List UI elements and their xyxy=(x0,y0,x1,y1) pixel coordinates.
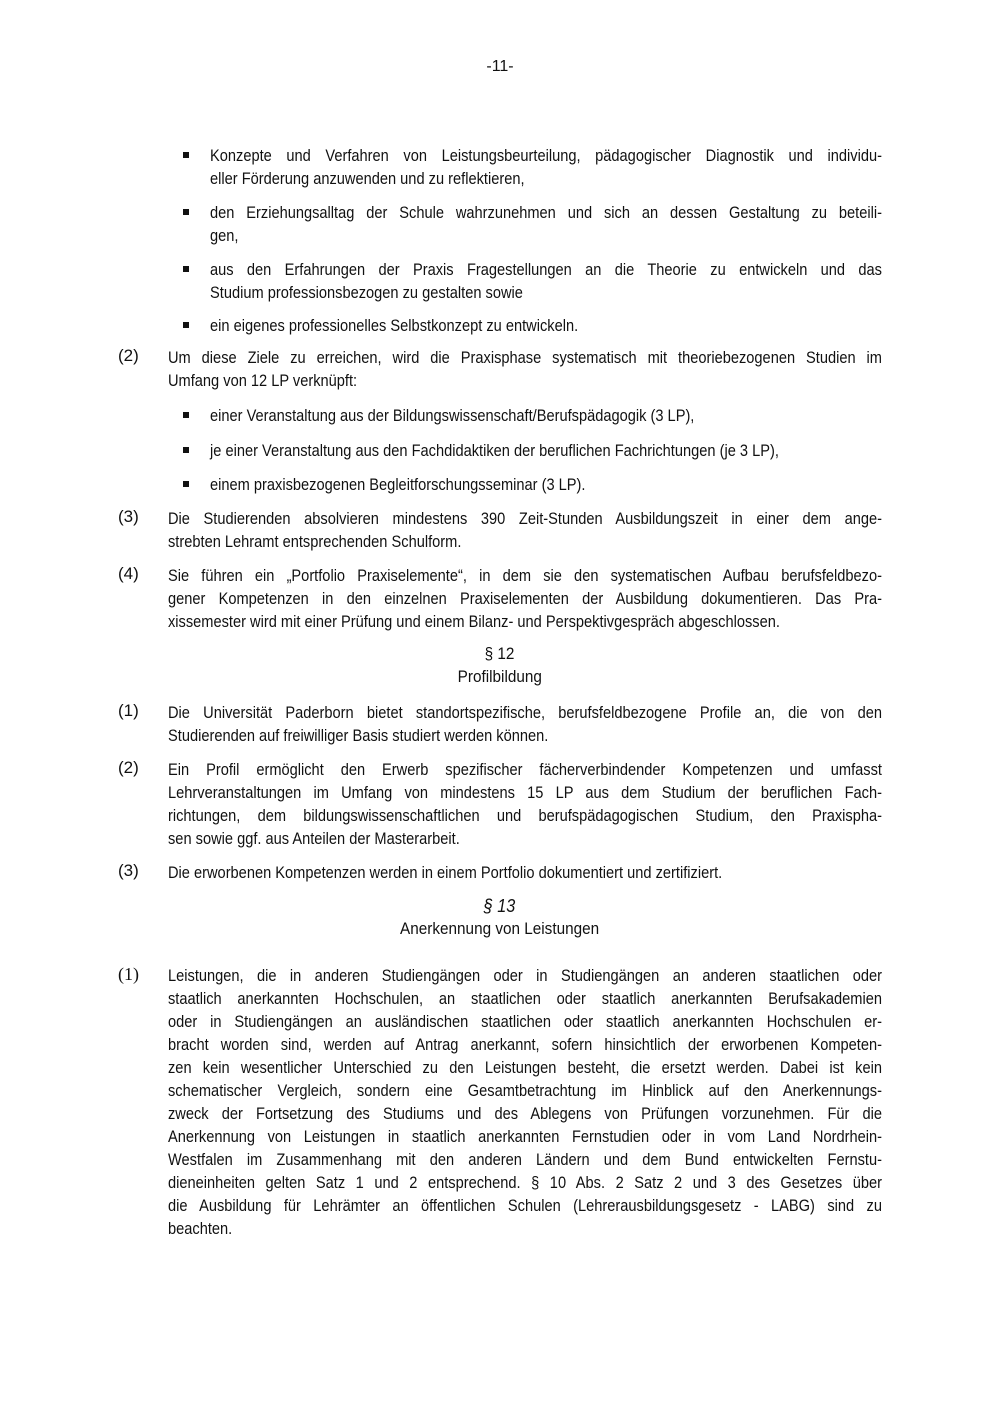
bullet-item xyxy=(210,473,991,496)
paragraph xyxy=(118,701,998,747)
paragraph-number: (1) xyxy=(118,964,139,984)
bullet-icon xyxy=(183,322,189,328)
text-line: beachten. xyxy=(168,1219,233,1238)
text-line: Leistungen, die in anderen Studiengängen oder in Studiengängen an anderen staatlichen oder xyxy=(168,966,882,985)
text-line: den Erziehungsalltag der Schule wahrzunehmen und sich an dessen Gestaltung zu beteili- xyxy=(210,203,882,222)
bullet-icon xyxy=(183,481,189,487)
heading-text: § 13 xyxy=(484,896,516,916)
section-title xyxy=(0,919,1000,939)
bullet-icon xyxy=(183,447,189,453)
text-line: die Ausbildung für Lehrämter an öffentlichen Schulen (Lehrerausbildungsgesetz - LABG) sind zu xyxy=(168,1196,882,1215)
bullet-item xyxy=(210,404,991,427)
page-number: -11- xyxy=(486,58,514,75)
text-line: schematischer Vergleich, sondern eine Gesamtbetrachtung im Hinblick auf den Anerkennungs- xyxy=(168,1081,882,1100)
text-line: zen kein wesentlicher Unterschied zu den Leistungen besteht, die ersetzt werden. Dabei ist kein xyxy=(168,1058,882,1077)
bullet-item xyxy=(210,258,991,304)
paragraph-number: (3) xyxy=(118,507,139,526)
text-line: Die erworbenen Kompetenzen werden in einem Portfolio dokumentiert und zertifiziert. xyxy=(168,863,723,882)
paragraph xyxy=(118,861,998,884)
text-line: ein eigenes professionelles Selbstkonzept zu entwickeln. xyxy=(210,316,579,335)
paragraph xyxy=(118,507,998,553)
paragraph-number: (2) xyxy=(118,346,139,365)
text-line: einem praxisbezogenen Begleitforschungsseminar (3 LP). xyxy=(210,475,586,494)
bullet-icon xyxy=(183,412,189,418)
bullet-icon xyxy=(183,266,189,272)
text-line: Studierenden auf freiwilliger Basis studiert werden können. xyxy=(168,726,549,745)
text-line: xissemester wird mit einer Prüfung und einem Bilanz- und Perspektivgespräch abgeschlossen. xyxy=(168,612,780,631)
text-line: strebten Lehramt entsprechenden Schulform. xyxy=(168,532,462,551)
text-line: gen, xyxy=(210,226,239,245)
text-line: Westfalen im Zusammenhang mit den anderen Ländern und dem Bund entwickelten Fernstu- xyxy=(168,1150,882,1169)
paragraph-number: (3) xyxy=(118,861,139,880)
paragraph xyxy=(118,564,998,633)
bullet-item xyxy=(210,314,991,337)
text-line: Ein Profil ermöglicht den Erwerb spezifischer fächerverbindender Kompetenzen und umfasst xyxy=(168,760,882,779)
section-number xyxy=(0,644,1000,664)
heading-text: Profilbildung xyxy=(457,667,543,686)
bullet-item xyxy=(210,201,991,247)
text-line: Sie führen ein „Portfolio Praxiselemente“, in dem sie den systematischen Aufbau berufsfeldbezo- xyxy=(168,566,882,585)
section-number xyxy=(0,896,1000,917)
text-line: sen sowie ggf. aus Anteilen der Masterarbeit. xyxy=(168,829,460,848)
text-line: einer Veranstaltung aus der Bildungswissenschaft/Berufspädagogik (3 LP), xyxy=(210,406,695,425)
paragraph-number: (1) xyxy=(118,701,139,720)
text-line: Anerkennung von Leistungen in staatlich anerkannten Fernstudien oder in vom Land Nordrhein- xyxy=(168,1127,882,1146)
text-line: Um diese Ziele zu erreichen, wird die Praxisphase systematisch mit theoriebezogenen Studien im xyxy=(168,348,882,367)
bullet-item xyxy=(210,144,991,190)
text-line: oder in Studiengängen an ausländischen staatlichen oder staatlich anerkannten Hochschulen er- xyxy=(168,1012,882,1031)
paragraph-number: (4) xyxy=(118,564,139,583)
paragraph-number: (2) xyxy=(118,758,139,777)
text-line: zweck der Fortsetzung des Studiums und des Ablegens von Prüfungen vorzunehmen. Für die xyxy=(168,1104,882,1123)
heading-text: Anerkennung von Leistungen xyxy=(400,919,600,938)
text-line: bracht worden sind, werden auf Antrag anerkannt, sofern hinsichtlich der erworbenen Kompeten- xyxy=(168,1035,882,1054)
text-line: gener Kompetenzen in den einzelnen Praxiselementen der Ausbildung dokumentieren. Das Pra- xyxy=(168,589,882,608)
bullet-icon xyxy=(183,209,189,215)
section-title xyxy=(0,667,1000,687)
text-line: Die Studierenden absolvieren mindestens 390 Zeit-Stunden Ausbildungszeit in einer dem ange- xyxy=(168,509,882,528)
paragraph xyxy=(118,346,998,392)
text-line: Umfang von 12 LP verknüpft: xyxy=(168,371,358,390)
text-line: staatlich anerkannten Hochschulen, an staatlichen oder staatlich anerkannten Berufsakademien xyxy=(168,989,882,1008)
heading-text: § 12 xyxy=(485,644,515,663)
text-line: dieneinheiten gelten Satz 1 und 2 entsprechend. § 10 Abs. 2 Satz 2 und 3 des Gesetzes über xyxy=(168,1173,882,1192)
text-line: richtungen, dem bildungswissenschaftlichen und berufspädagogischen Studium, den Praxispha- xyxy=(168,806,882,825)
text-line: je einer Veranstaltung aus den Fachdidaktiken der beruflichen Fachrichtungen (je 3 LP), xyxy=(210,441,779,460)
text-line: Studium professionsbezogen zu gestalten sowie xyxy=(210,283,523,302)
text-line: Konzepte und Verfahren von Leistungsbeurteilung, pädagogischer Diagnostik und individu- xyxy=(210,146,882,165)
paragraph xyxy=(118,964,998,1240)
text-line: Lehrveranstaltungen im Umfang von mindestens 15 LP aus dem Studium der beruflichen Fach- xyxy=(168,783,882,802)
text-line: eller Förderung anzuwenden und zu reflektieren, xyxy=(210,169,525,188)
bullet-icon xyxy=(183,152,189,158)
text-line: aus den Erfahrungen der Praxis Fragestellungen an die Theorie zu entwickeln und das xyxy=(210,260,882,279)
text-line: Die Universität Paderborn bietet standortspezifische, berufsfeldbezogene Profile an, die von den xyxy=(168,703,882,722)
paragraph xyxy=(118,758,998,850)
bullet-item xyxy=(210,439,991,462)
